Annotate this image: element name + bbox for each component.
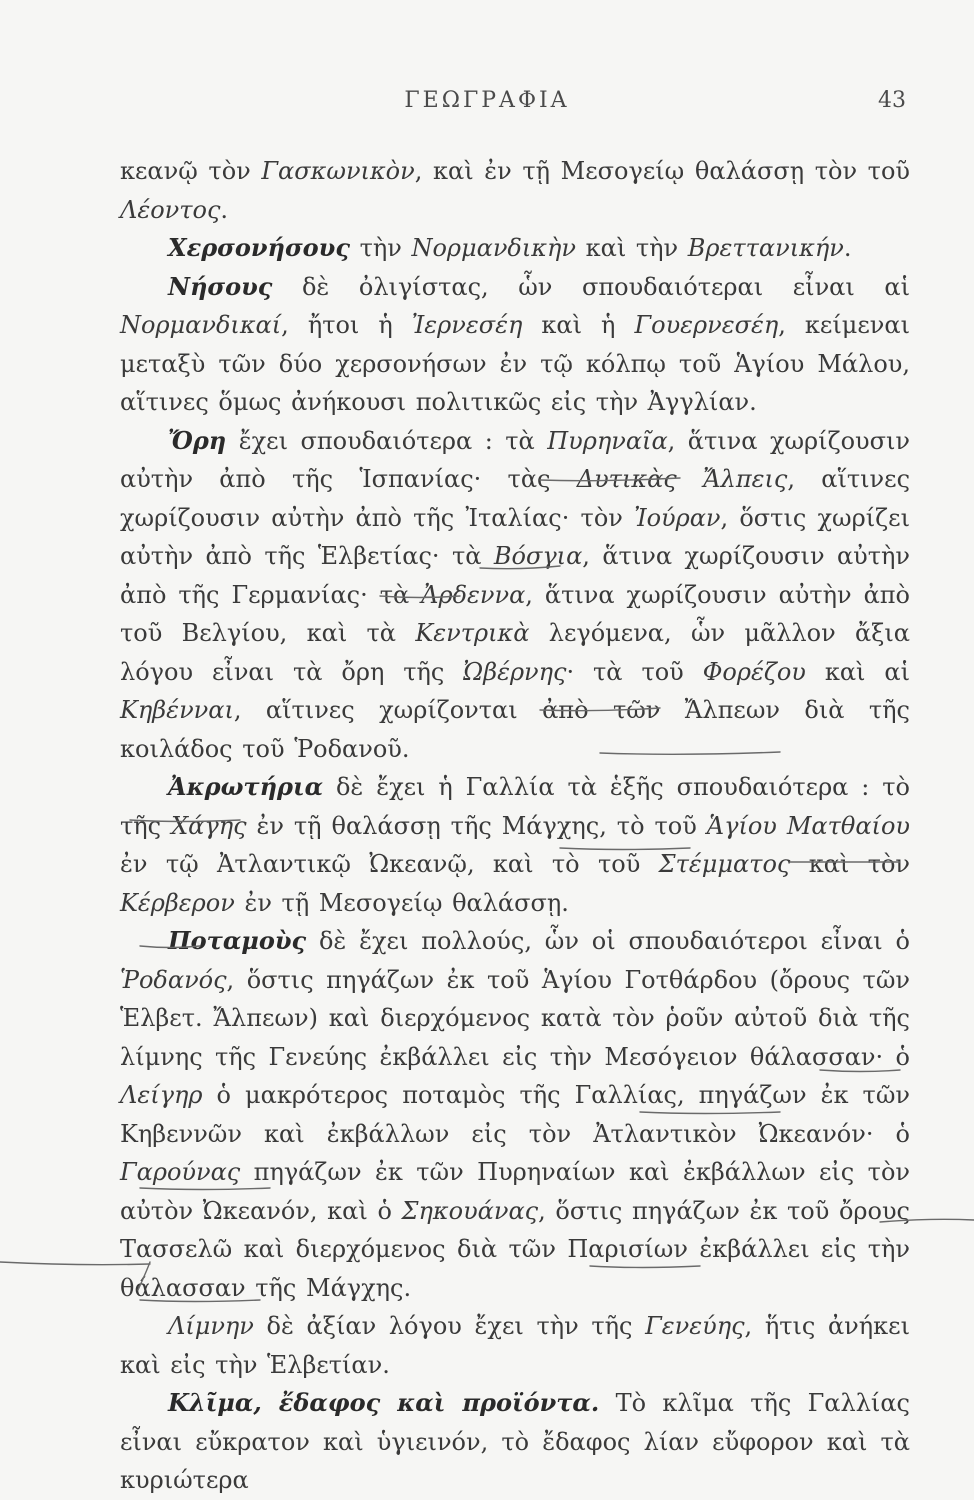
mountain-name: Δυτικὰς Ἄλπεις	[576, 465, 788, 493]
text-run: Τὸ κλῖμα τῆς Γαλλίας εἶναι εὔκρατον καὶ ὑγιεινόν, τὸ ἔδαφος λίαν εὔφορον καὶ τὰ κυριώτερα	[120, 1389, 910, 1494]
text-run: , ἅτινα χωρίζουσιν αὐτὴν ἀπὸ τῆς Ἱσπανίας· τὰς	[120, 426, 911, 493]
mountain-name: Ὠβέρνης	[463, 657, 567, 686]
text-run: , ἅτινα χωρίζουσιν αὐτὴν ἀπὸ τῆς Γερμανίας· τὰ	[120, 542, 910, 609]
text-run: καὶ ἡ	[522, 311, 635, 339]
mountain-name: Ἰούραν	[634, 503, 721, 532]
running-title: ΓΕΩΓΡΑΦΙΑ	[404, 88, 570, 113]
section-keyword: Ποταμοὺς	[168, 926, 307, 955]
peninsula-name: Βρεττανικήν	[687, 234, 844, 262]
paragraph-climate	[120, 1384, 910, 1500]
paragraph-lake	[120, 1307, 910, 1384]
text-run: πηγάζων ἐκ τῶν Πυρηναίων καὶ ἐκβάλλων εἰς τὸν αὐτὸν Ὠκεανόν, καὶ ὁ	[120, 1158, 910, 1225]
text-run: ἔχει σπουδαιότερα : τὰ	[226, 426, 548, 455]
paragraph-peninsulas	[120, 229, 910, 268]
section-keyword: Νήσους	[168, 271, 273, 301]
mountain-name: Κηβένναι	[120, 696, 234, 724]
text-run: , ἅτινα χωρίζουσιν αὐτὴν ἀπὸ τοῦ Βελγίου, καὶ τὰ	[120, 580, 910, 647]
river-name: Ῥοδανός	[120, 965, 227, 994]
section-keyword: Χερσονήσους	[168, 233, 350, 262]
river-name: Σηκουάνας	[401, 1196, 539, 1225]
paragraph-mountains	[120, 422, 910, 769]
text-run: δὲ ἀξίαν λόγου ἔχει τὴν τῆς	[253, 1312, 646, 1340]
mountain-name: Κεντρικὰ	[415, 619, 530, 647]
text-run: · τὰ τοῦ	[566, 657, 703, 686]
cape-name: Κέρβερον	[120, 888, 235, 917]
text-run: ἐν τῷ Ἀτλαντικῷ Ὠκεανῷ, καὶ τὸ τοῦ	[120, 850, 659, 878]
text-run: ὁ μακρότερος ποταμὸς τῆς Γαλλίας, πηγάζων ἐκ τῶν Κηβεννῶν καὶ ἐκβάλλων εἰς τὸν Ἀτλαντικὸν Ὠκεανόν· ὁ	[120, 1081, 910, 1148]
mountain-name: Φορέζου	[702, 657, 806, 686]
paragraph-capes	[120, 768, 910, 922]
paragraph-islands	[120, 268, 910, 422]
island-name: Γουερνεσέη	[634, 311, 779, 339]
text-run: , αἵτινες χωρίζονται ἀπὸ τῶν Ἄλπεων διὰ τῆς κοιλάδος τοῦ Ῥοδανοῦ.	[120, 696, 910, 763]
river-name: Λείγηρ	[120, 1081, 203, 1109]
text-run: τὴν	[349, 234, 412, 262]
text-run: , ὅστις χωρίζει αὐτὴν ἀπὸ τῆς Ἑλβετίας· τὰ	[120, 503, 910, 570]
text-run: , κείμεναι μεταξὺ τῶν δύο χερσονήσων ἐν τῷ κόλπῳ τοῦ Ἁγίου Μάλου, αἵτινες ὅμως ἀνήκουσι πολιτικῶς εἰς τὴν Ἀγγλίαν.	[120, 311, 911, 416]
mountain-name: Ἀρδεννα	[421, 580, 526, 609]
text-run: κεανῷ τὸν	[120, 157, 262, 185]
section-keyword: Ἀκρωτήρια	[168, 772, 324, 801]
river-name: Γαρούνας	[120, 1158, 241, 1186]
lake-keyword: Λίμνην	[168, 1312, 254, 1340]
text-run: , ὅστις πηγάζων ἐκ τοῦ Ἁγίου Γοτθάρδου (ὄρους τῶν Ἑλβετ. Ἄλπεων) καὶ διερχόμενος κατὰ τὸν ῥοῦν αὐτοῦ διὰ τῆς λίμνης τῆς Γενεύης ἐκβάλλει εἰς τὴν Μεσόγειον θάλασσαν· ὁ	[120, 965, 910, 1071]
paragraph-ocean-continuation	[120, 152, 910, 229]
section-keyword: Ὄρη	[168, 425, 227, 455]
text-run: καὶ τὸν	[790, 850, 910, 878]
text-run: δὲ ἔχει ἡ Γαλλία τὰ ἑξῆς σπουδαιότερα : τὸ τῆς	[120, 773, 910, 840]
text-run: , ἥτις ἀνήκει καὶ εἰς τὴν Ἑλβετίαν.	[120, 1312, 910, 1379]
text-run: , αἵτινες χωρίζουσιν αὐτὴν ἀπὸ τῆς Ἰταλίας· τὸν	[120, 465, 911, 532]
text-run: καὶ αἱ	[805, 657, 910, 686]
text-run: καὶ τὴν	[576, 234, 688, 262]
text-run: δὲ ὀλιγίστας, ὧν σπουδαιότεραι εἶναι αἱ	[272, 272, 910, 301]
peninsula-name: Νορμανδικὴν	[411, 234, 576, 262]
text-run: δὲ ἔχει πολλούς, ὧν οἱ σπουδαιότεροι εἶναι ὁ	[306, 927, 910, 955]
text-run: , καὶ ἐν τῇ Μεσογείῳ θαλάσσῃ τὸν τοῦ	[414, 157, 910, 185]
text-run: , ὅστις πηγάζων ἐκ τοῦ ὄρους Τασσελῶ καὶ διερχόμενος διὰ τῶν Παρισίων ἐκβάλλει εἰς τὴν θάλασσαν τῆς Μάγχης.	[120, 1196, 910, 1302]
cape-name: Στέμματος	[658, 850, 791, 878]
gulf-name: Λέοντος	[120, 195, 221, 224]
text-run: , ἤτοι ἡ	[281, 311, 412, 339]
cape-name: Ἁγίου Ματθαίου	[706, 811, 911, 840]
text-body	[120, 152, 910, 1500]
mountain-name: Βόσγια	[493, 542, 583, 570]
text-run: λεγόμενα, ὧν μᾶλλον ἄξια λόγου εἶναι τὰ ὄρη τῆς	[120, 619, 910, 686]
island-name: Ἰερνεσέη	[411, 311, 523, 339]
mountain-name: Πυρηναῖα	[547, 426, 668, 455]
gulf-name: Γασκωνικὸν	[261, 157, 415, 185]
section-keyword: Κλῖμα, ἔδαφος καὶ προϊόντα.	[168, 1388, 600, 1417]
text-run: .	[843, 234, 852, 262]
island-name: Νορμανδικαί	[120, 311, 282, 339]
lake-name: Γενεύης	[645, 1312, 745, 1340]
text-run: .	[220, 195, 229, 224]
text-run: ἐν τῇ θαλάσσῃ τῆς Μάγχης, τὸ τοῦ	[246, 811, 707, 840]
paragraph-rivers	[120, 922, 910, 1307]
page-number: 43	[878, 88, 906, 113]
text-run: ἐν τῇ Μεσογείῳ θαλάσσῃ.	[234, 888, 569, 917]
cape-name: Χάγης	[171, 811, 247, 840]
running-header	[0, 88, 974, 128]
